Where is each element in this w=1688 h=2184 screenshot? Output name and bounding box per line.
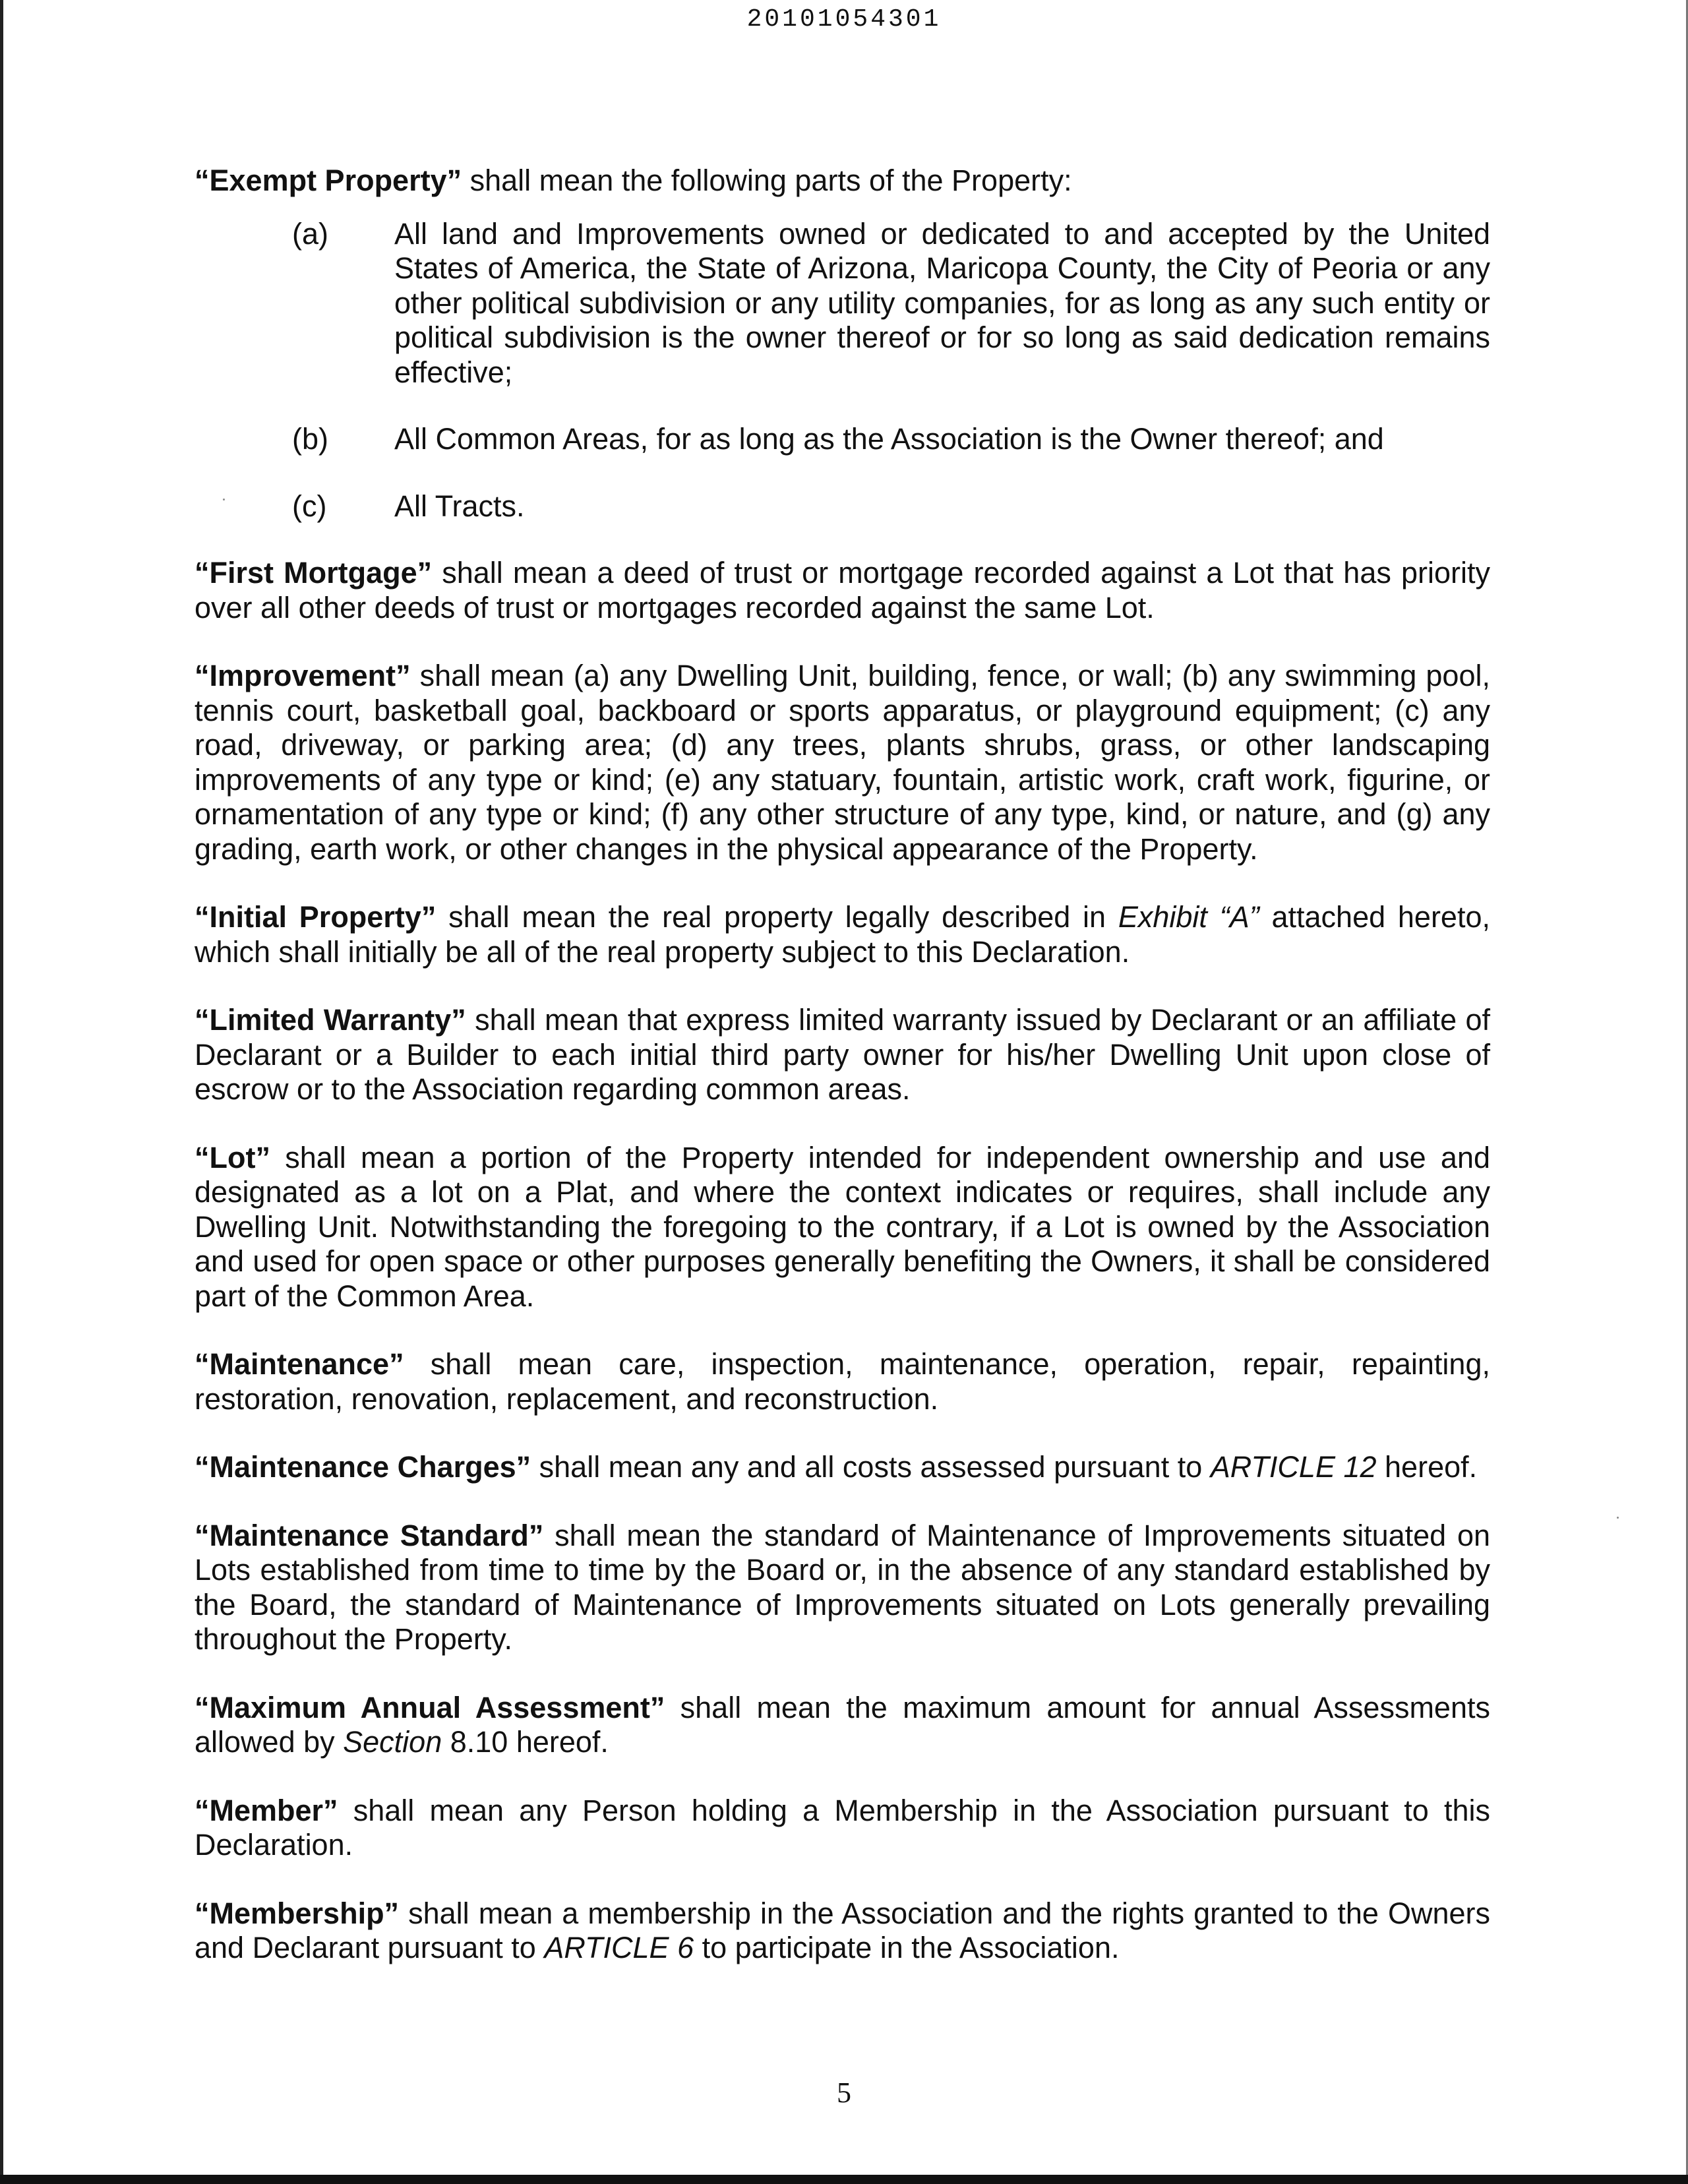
definitions-body <box>195 164 1490 1999</box>
definition-maintenance-charges <box>195 1450 1490 1485</box>
definition-text: shall mean the standard of Maintenance of Improvements situated on Lots established from time to time by the Board or, in the absence of any standard established by the Board, the standard of Maintenance of Improvements situated on Lots generally prevailing throughout the Property. <box>195 1518 1490 1656</box>
definition-text: shall mean a deed of trust or mortgage recorded against a Lot that has priority over all other deeds of trust or mortgages recorded against the same Lot. <box>195 556 1490 624</box>
list-item-text: All land and Improvements owned or dedicated to and accepted by the United States of America, the State of Arizona, Maricopa County, the City of Peoria or any other political subdivision or any utility companies, for as long as any such entity or political subdivision is the owner thereof or for so long as said dedication remains effective; <box>394 216 1490 389</box>
definition-term: “Membership” <box>195 1896 400 1930</box>
definition-initial-property <box>195 900 1490 969</box>
scan-edge-bottom <box>0 2175 1688 2184</box>
definition-text: shall mean care, inspection, maintenance, operation, repair, repainting, restoration, renovation, replacement, and reconstruction. <box>195 1347 1490 1416</box>
definition-term: “Lot” <box>195 1140 270 1174</box>
definition-text: 8.10 hereof. <box>442 1725 609 1759</box>
definition-exempt-property <box>195 164 1490 198</box>
definition-maximum-annual-assessment <box>195 1691 1490 1760</box>
definition-reference: Exhibit “A” <box>1118 900 1259 934</box>
definition-text: shall mean that express limited warranty issued by Declarant or an affiliate of Declarant or a Builder to each initial third party owner for his/her Dwelling Unit upon close of escrow or to the Association regarding common areas. <box>195 1003 1491 1106</box>
definition-text: shall mean the following parts of the Property: <box>462 164 1072 197</box>
definition-improvement <box>195 659 1490 866</box>
definition-text: shall mean any and all costs assessed pursuant to <box>531 1450 1211 1484</box>
definition-term: “Improvement” <box>195 659 411 692</box>
list-item <box>195 489 1490 524</box>
definition-maintenance-standard <box>195 1519 1490 1657</box>
scan-edge-left <box>0 0 3 2176</box>
list-item-label: (c) <box>292 489 327 523</box>
definition-term: “Maintenance” <box>195 1347 404 1381</box>
definition-text: shall mean any Person holding a Membership in the Association pursuant to this Declaration. <box>195 1793 1490 1862</box>
document-number: 20101054301 <box>746 5 942 34</box>
definition-term: “Limited Warranty” <box>195 1003 466 1037</box>
list-item-text: All Tracts. <box>394 489 525 523</box>
scan-speck <box>223 499 225 501</box>
list-item-text: All Common Areas, for as long as the Association is the Owner thereof; and <box>394 422 1384 456</box>
definition-lot <box>195 1141 1490 1314</box>
definition-reference: Section <box>343 1725 442 1759</box>
definition-text: to participate in the Association. <box>694 1931 1120 1964</box>
definition-term: “Exempt Property” <box>195 164 462 197</box>
list-item <box>195 217 1490 390</box>
definition-limited-warranty <box>195 1003 1490 1107</box>
definition-term: “Maintenance Charges” <box>195 1450 531 1484</box>
definition-maintenance <box>195 1347 1490 1416</box>
definition-text: shall mean the real property legally described in <box>436 900 1118 934</box>
definition-text: shall mean the maximum amount for annual Assessments allowed by <box>195 1690 1490 1759</box>
definition-text: hereof. <box>1376 1450 1478 1484</box>
list-item-label: (b) <box>292 422 328 456</box>
list-item-label: (a) <box>292 216 328 251</box>
definition-reference: ARTICLE 6 <box>544 1931 694 1964</box>
exempt-property-list <box>195 217 1490 524</box>
definition-first-mortgage <box>195 556 1490 625</box>
scan-speck <box>1617 1517 1619 1519</box>
definition-term: “Member” <box>195 1793 338 1827</box>
definition-member <box>195 1794 1490 1863</box>
definition-text: shall mean a membership in the Association and the rights granted to the Owners and Declarant pursuant to <box>195 1896 1490 1964</box>
definition-text: attached hereto, which shall initially be all of the real property subject to this Declaration. <box>195 900 1490 969</box>
definition-term: “Maintenance Standard” <box>195 1518 544 1552</box>
definition-text: shall mean a portion of the Property intended for independent ownership and use and designated as a lot on a Plat, and where the context indicates or requires, shall include any Dwelling Unit. Notwithstanding the foregoing to the contrary, if a Lot is owned by the Association and used for open space or other purposes generally benefiting the Owners, it shall be considered part of the Common Area. <box>195 1140 1490 1313</box>
definition-term: “Maximum Annual Assessment” <box>195 1690 665 1724</box>
definition-text: shall mean (a) any Dwelling Unit, building, fence, or wall; (b) any swimming pool, tennis court, basketball goal, backboard or sports apparatus, or playground equipment; (c) any road, driveway, or parking area; (d) any trees, plants shrubs, grass, or other landscaping improvements of any type or kind; (e) any statuary, fountain, artistic work, craft work, figurine, or ornamentation of any type or kind; (f) any other structure of any type, kind, or nature, and (g) any grading, earth work, or other changes in the physical appearance of the Property. <box>195 659 1490 866</box>
list-item <box>195 422 1490 457</box>
definition-reference: ARTICLE 12 <box>1210 1450 1377 1484</box>
definition-term: “Initial Property” <box>195 900 437 934</box>
definition-term: “First Mortgage” <box>195 556 433 590</box>
page-number: 5 <box>837 2077 851 2109</box>
definition-membership <box>195 1896 1490 1966</box>
